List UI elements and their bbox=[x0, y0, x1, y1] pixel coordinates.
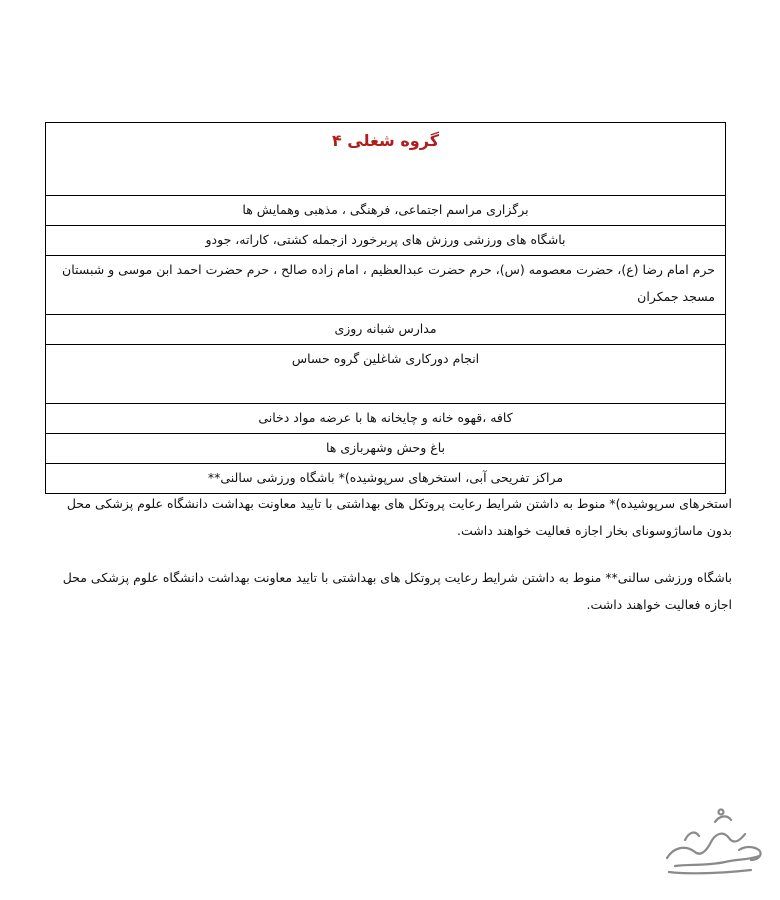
table-row bbox=[46, 345, 726, 404]
table-row bbox=[46, 434, 726, 464]
table-row bbox=[46, 464, 726, 494]
table-cell: انجام دورکاری شاغلین گروه حساس bbox=[46, 345, 726, 404]
table-row bbox=[46, 404, 726, 434]
footnotes bbox=[60, 490, 732, 638]
table-title: گروه شغلی ۴ bbox=[331, 131, 440, 150]
table-cell: حرم امام رضا (ع)، حضرت معصومه (س)، حرم حضرت عبدالعظیم ، امام زاده صالح ، حرم حضرت احمد ابن موسی و شبستان مسجد جمکران bbox=[46, 256, 726, 315]
footnote-pools: استخرهای سرپوشیده)* منوط به داشتن شرایط رعایت پروتکل های بهداشتی با تایید معاونت بهداشت دانشگاه علوم پزشکی محل بدون ماساژوسونای بخار اجازه فعالیت خواهند داشت. bbox=[66, 496, 732, 538]
table-title-cell bbox=[46, 123, 726, 196]
occupational-group-table bbox=[45, 122, 726, 494]
table-cell: باشگاه های ورزشی ورزش های پربرخورد ازجمله کشتی، کاراته، جودو bbox=[46, 226, 726, 256]
table-cell: مراکز تفریحی آبی، استخرهای سرپوشیده)* باشگاه ورزشی سالنی** bbox=[46, 464, 726, 494]
table-row bbox=[46, 256, 726, 315]
watermark-logo bbox=[655, 800, 770, 880]
table-cell: باغ وحش وشهربازی ها bbox=[46, 434, 726, 464]
table-row bbox=[46, 196, 726, 226]
table-cell: مدارس شبانه روزی bbox=[46, 315, 726, 345]
footnote-gyms: باشگاه ورزشی سالنی** منوط به داشتن شرایط رعایت پروتکل های بهداشتی با تایید معاونت بهداشت دانشگاه علوم پزشکی محل اجازه فعالیت خواهند داشت. bbox=[62, 570, 732, 612]
table-cell: برگزاری مراسم اجتماعی، فرهنگی ، مذهبی وهمایش ها bbox=[46, 196, 726, 226]
table-row bbox=[46, 226, 726, 256]
table-header-row bbox=[46, 123, 726, 196]
table-cell: کافه ،قهوه خانه و چایخانه ها با عرضه مواد دخانی bbox=[46, 404, 726, 434]
table-row bbox=[46, 315, 726, 345]
